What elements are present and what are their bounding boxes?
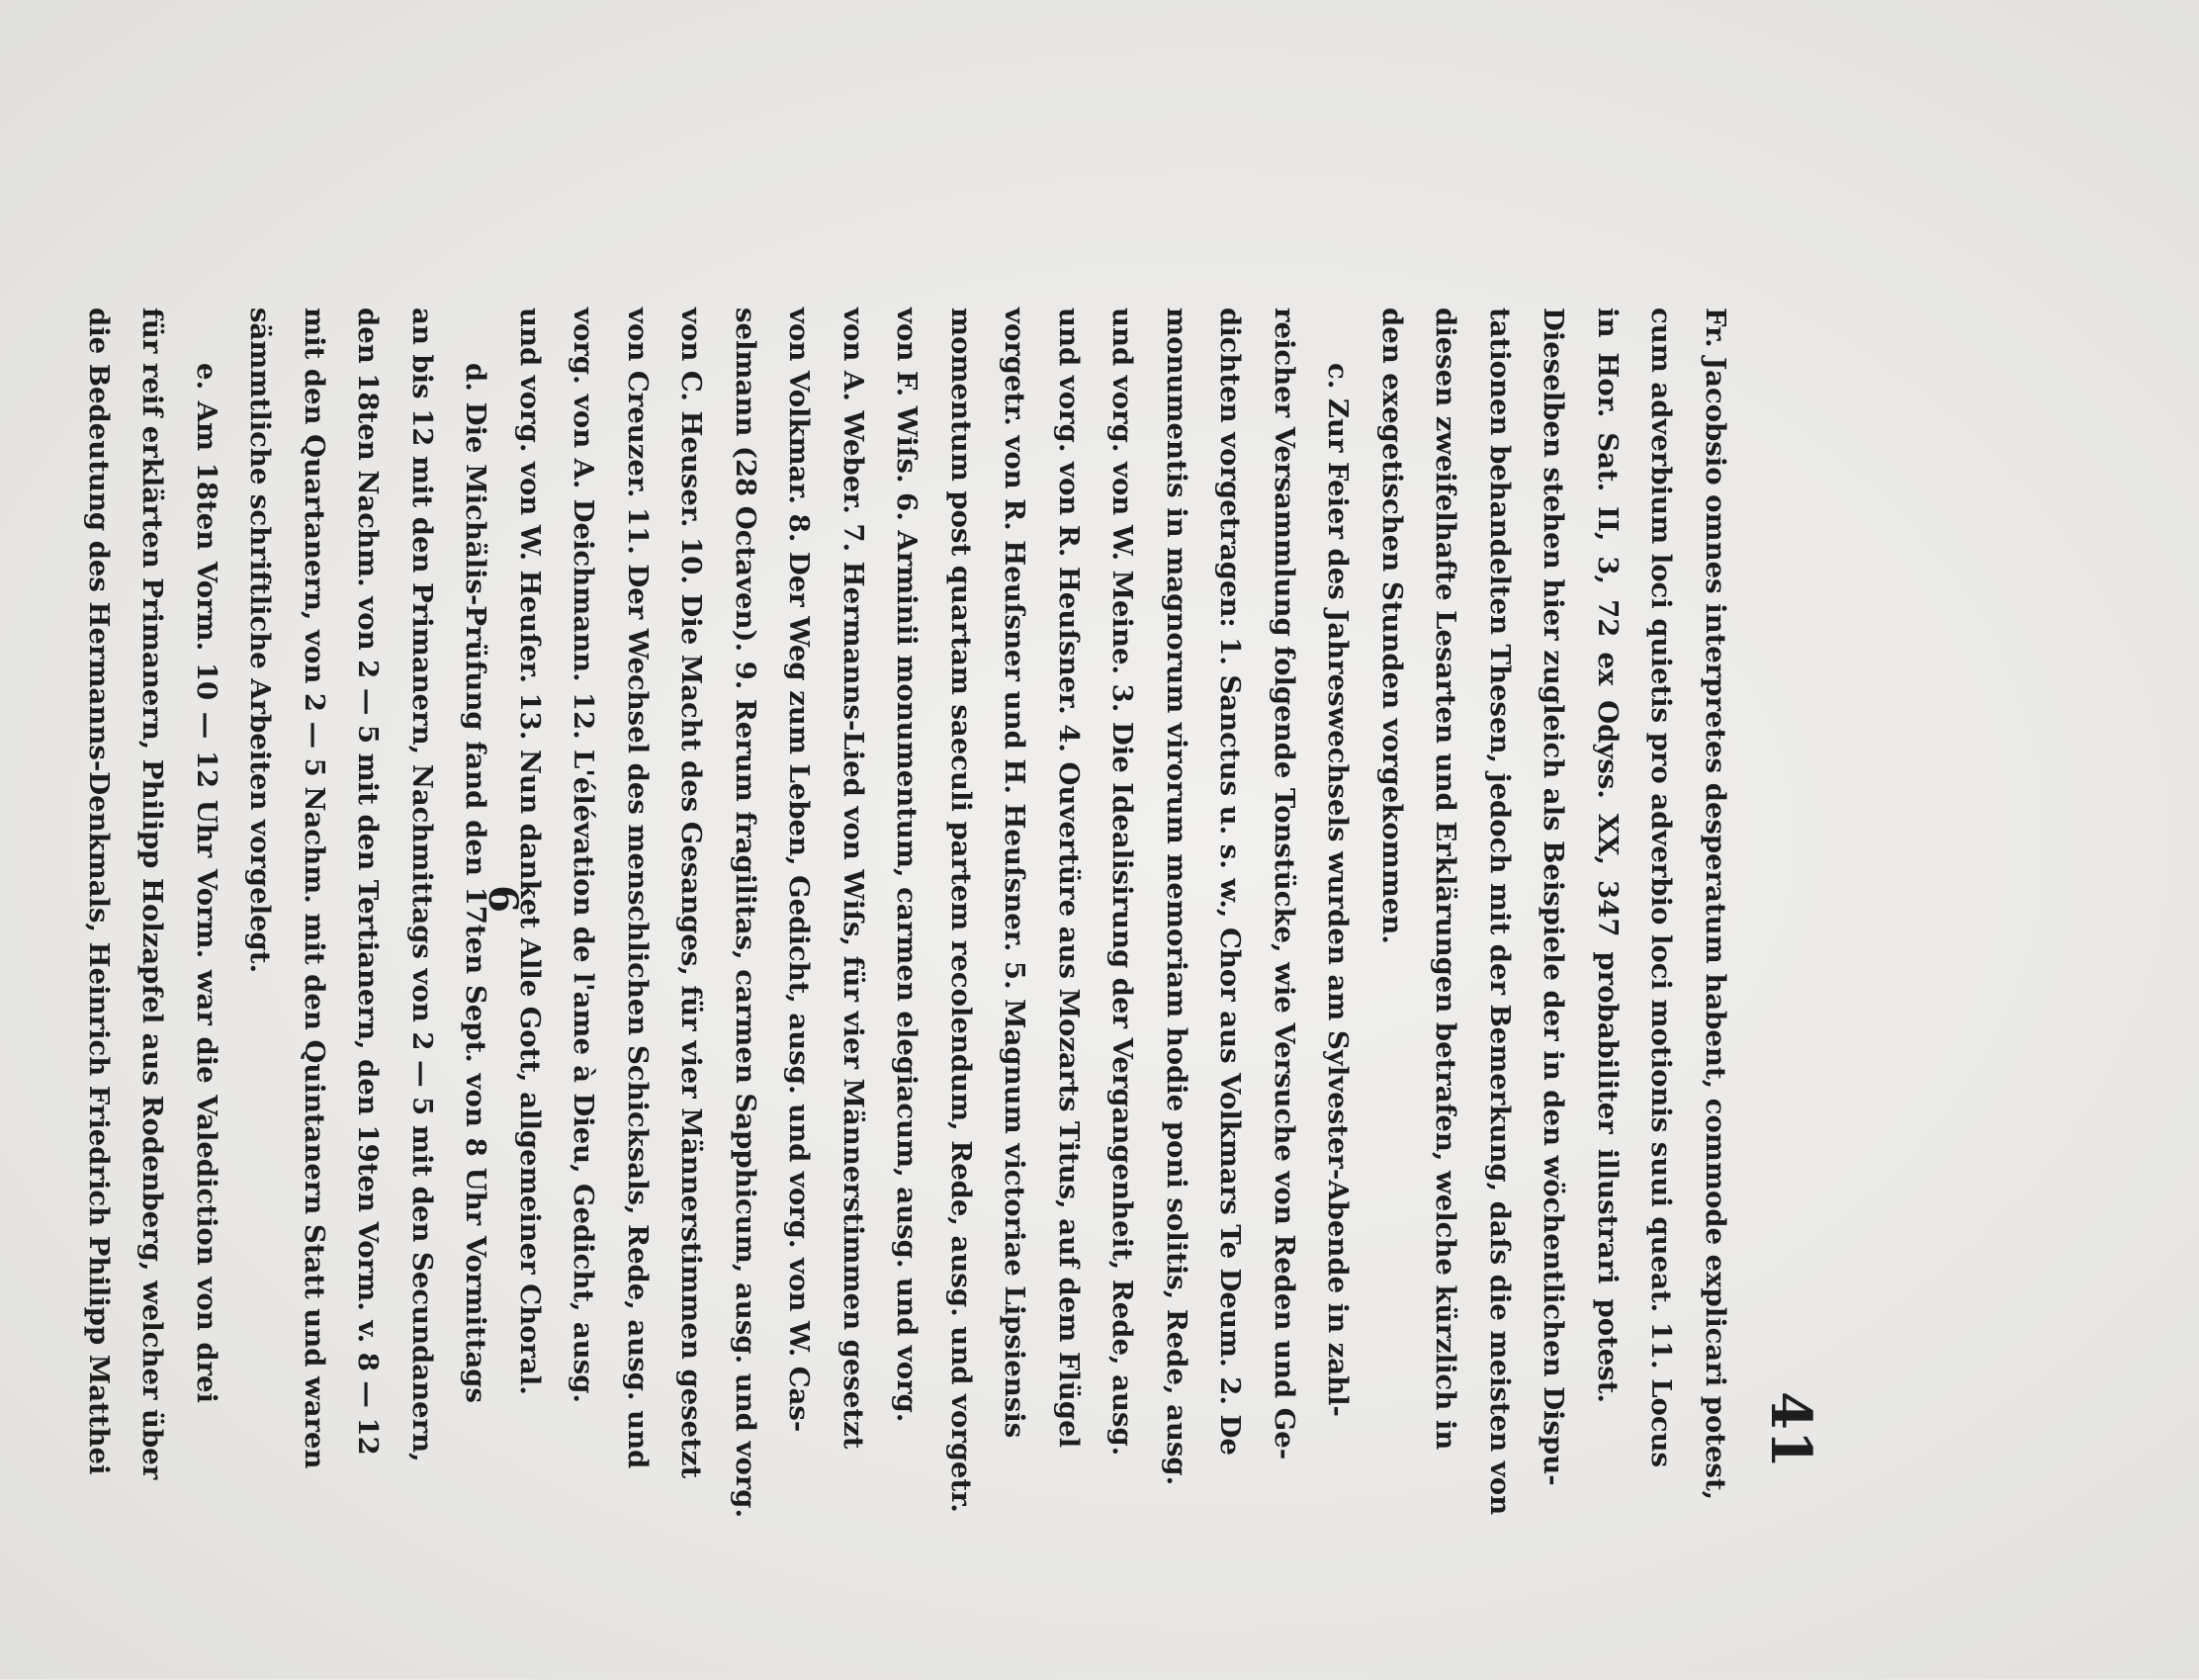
text-line: und vorg. von W. Meine. 3. Die Idealisirung der Vergangenheit, Rede, ausg. <box>1106 308 1139 1457</box>
text-line: dichten vorgetragen: 1. Sanctus u. s. w., Chor aus Volkmars Te Deum. 2. De <box>1214 308 1247 1456</box>
text-line: und vorg. von R. Heuſsner. 4. Ouvertüre aus Mozarts Titus, auf dem Flügel <box>1053 308 1085 1449</box>
text-line: d. Die Michälis-Prüfung fand den 17ten Sept. von 8 Uhr Vormittags <box>460 363 492 1403</box>
text-line: monumentis in magnorum virorum memoriam hodie poni solitis, Rede, ausg. <box>1161 308 1192 1486</box>
signature-mark: 6 <box>480 885 526 913</box>
text-line: mit den Quartanern, von 2 — 5 Nachm. mit den Quintanern Statt und waren <box>299 308 330 1469</box>
text-line: Fr. Jacobsio omnes interpretes desperatum habent, commode explicari potest, <box>1700 308 1731 1501</box>
text-line: von F. Wiſs. 6. Arminii monumentum, carmen elegiacum, ausg. und vorg. <box>891 308 924 1423</box>
text-line: an bis 12 mit den Primanern, Nachmittags von 2 — 5 mit den Secundanern, <box>406 308 438 1462</box>
text-line: vorgetr. von R. Heuſsner und H. Heuſsner. 5. Magnum victoriae Lipsiensis <box>999 308 1031 1439</box>
text-line: die Bedeutung des Hermanns-Denkmals, Heinrich Friedrich Philipp Matthei <box>83 308 115 1475</box>
text-line: diesen zweifelhafte Lesarten und Erklärungen betrafen, welche kürzlich in <box>1430 308 1462 1451</box>
text-line: c. Zur Feier des Jahreswechsels wurden am Sylvester-Abende in zahl- <box>1322 363 1355 1417</box>
text-line: von C. Heuser. 10. Die Macht des Gesanges, für vier Männerstimmen gesetzt <box>675 308 708 1479</box>
rotated-text-block <box>83 0 1841 1680</box>
text-line: vorg. von A. Deichmann. 12. L'élévation de l'ame à Dieu, Gedicht, ausg. <box>568 308 600 1403</box>
text-line: für reif erklärten Primanern, Philipp Holzapfel aus Rodenberg, welcher über <box>136 308 169 1480</box>
text-line: selmann (28 Octaven). 9. Rerum fragilitas, carmen Sapphicum, ausg. und vorg. <box>730 308 761 1519</box>
body-text <box>72 308 1743 1519</box>
text-line: e. Am 18ten Vorm. 10 — 12 Uhr Vorm. war die Valediction von drei <box>191 363 222 1403</box>
text-line: den 18ten Nachm. von 2 — 5 mit den Tertianern, den 19ten Vorm. v. 8 — 12 <box>352 308 385 1456</box>
page-number: 41 <box>1758 1391 1823 1468</box>
text-line: tationen behandelten Thesen, jedoch mit der Bemerkung, daſs die meisten von <box>1484 308 1516 1516</box>
text-line: Dieselben stehen hier zugleich als Beispiele der in den wöchentlichen Dispu- <box>1538 308 1570 1486</box>
text-line: und vorg. von W. Heuſer. 13. Nun danket Alle Gott, allgemeiner Choral. <box>514 308 546 1395</box>
text-line: von Creuzer. 11. Der Wechsel des menschlichen Schicksals, Rede, ausg. und <box>622 308 654 1469</box>
text-line: reicher Versammlung folgende Tonstücke, wie Versuche von Reden und Ge- <box>1269 308 1300 1460</box>
text-line: momentum post quartam saeculi partem recolendum, Rede, ausg. und vorgetr. <box>945 308 977 1513</box>
text-line: von Volkmar. 8. Der Weg zum Leben, Gedicht, ausg. und vorg. von W. Cas- <box>783 308 816 1433</box>
text-line: cum adverbium loci quietis pro adverbio loci motionis suui queat. 11. Locus <box>1645 308 1678 1468</box>
text-line: sämmtliche schriftliche Arbeiten vorgelegt. <box>244 308 277 974</box>
text-line: den exegetischen Stunden vorgekommen. <box>1376 308 1408 944</box>
text-line: von A. Weber. 7. Hermanns-Lied von Wiſs, für vier Männerstimmen gesetzt <box>837 308 869 1450</box>
text-line: in Hor. Sat. II, 3, 72 ex Odyss. XX, 347 probabiliter illustrari potest. <box>1592 308 1624 1403</box>
